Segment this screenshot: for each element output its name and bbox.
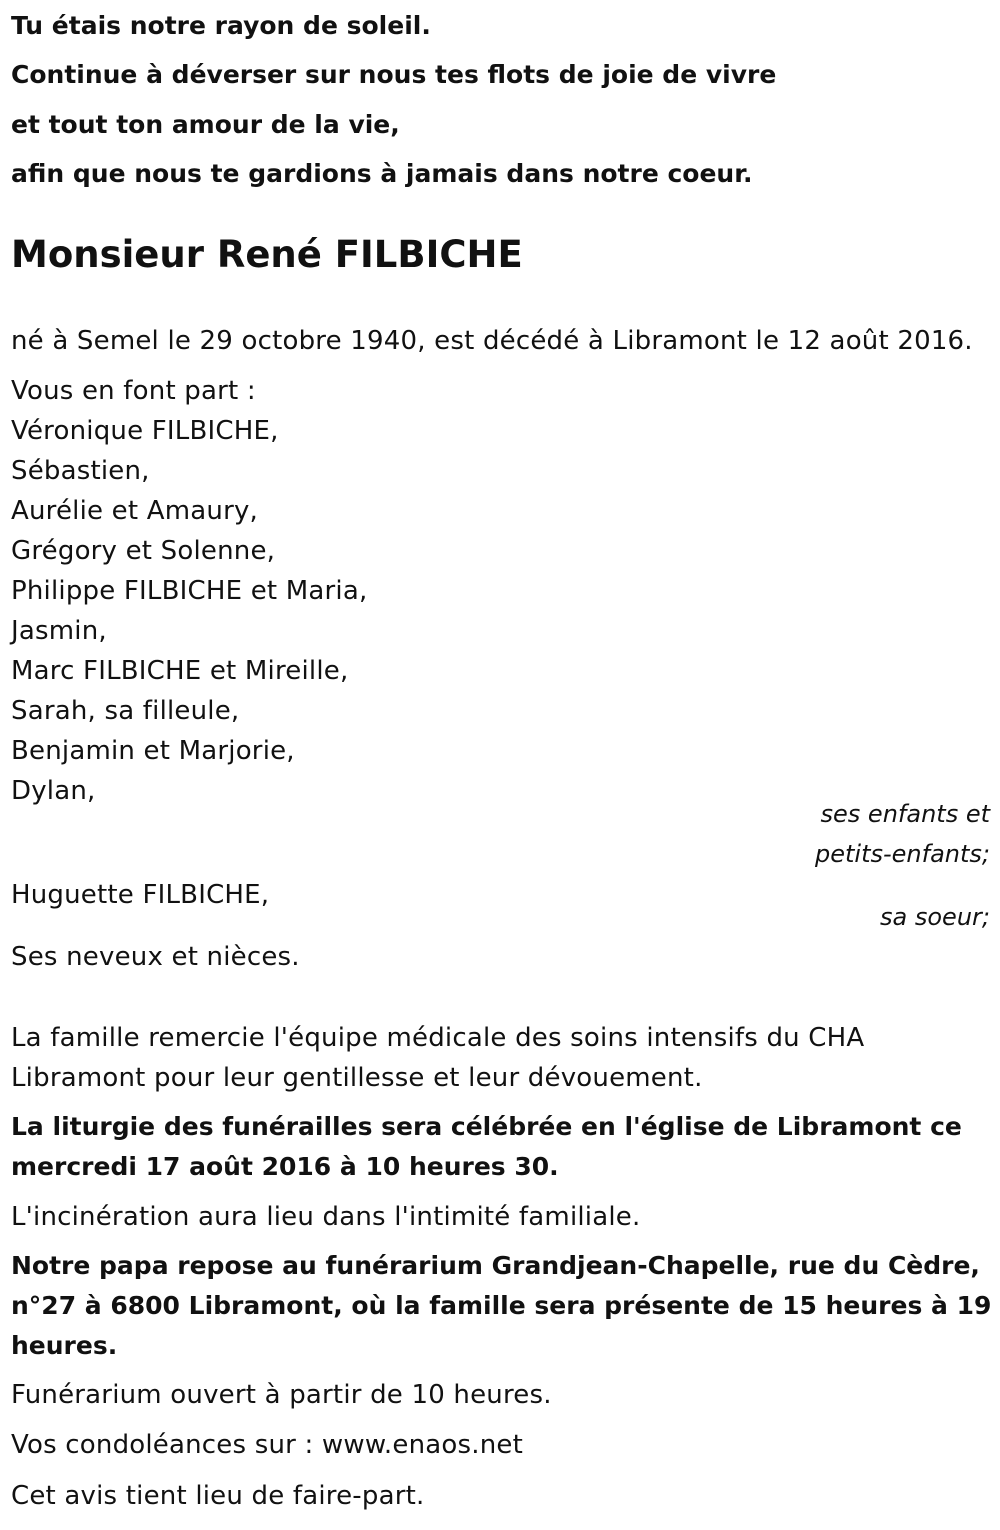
family-member: Sarah, sa filleule, — [11, 696, 240, 726]
epitaph-line: afin que nous te gardions à jamais dans notre coeur. — [11, 159, 753, 188]
funeral-home-line: n°27 à 6800 Libramont, où la famille sera présente de 15 heures à 19 — [11, 1291, 992, 1320]
family-member: Jasmin, — [11, 616, 107, 646]
epitaph-line: Tu étais notre rayon de soleil. — [11, 11, 431, 40]
relation-label: sa soeur; — [880, 903, 990, 931]
family-member: Grégory et Solenne, — [11, 536, 276, 566]
closing-line: Cet avis tient lieu de faire-part. — [11, 1481, 425, 1511]
thanks-line: Libramont pour leur gentillesse et leur dévouement. — [11, 1063, 703, 1093]
family-member: Aurélie et Amaury, — [11, 496, 259, 526]
liturgy-line: La liturgie des funérailles sera célébrée en l'église de Libramont ce — [11, 1112, 962, 1141]
funeral-home-line: Notre papa repose au funérarium Grandjean-Chapelle, rue du Cèdre, — [11, 1251, 980, 1280]
funeral-home-line: heures. — [11, 1331, 118, 1360]
condolences-line: Vos condoléances sur : www.enaos.net — [11, 1430, 523, 1460]
family-member: Philippe FILBICHE et Maria, — [11, 576, 368, 606]
birth-death-line: né à Semel le 29 octobre 1940, est décédé à Libramont le 12 août 2016. — [11, 326, 973, 356]
nephews-line: Ses neveux et nièces. — [11, 942, 300, 972]
family-member: Marc FILBICHE et Mireille, — [11, 656, 349, 686]
relation-label: ses enfants et — [820, 800, 990, 828]
thanks-line: La famille remercie l'équipe médicale des soins intensifs du CHA — [11, 1023, 865, 1053]
family-member-sister: Huguette FILBICHE, — [11, 880, 270, 910]
family-member: Benjamin et Marjorie, — [11, 736, 295, 766]
liturgy-line: mercredi 17 août 2016 à 10 heures 30. — [11, 1152, 559, 1181]
deceased-name: Monsieur René FILBICHE — [11, 233, 523, 276]
epitaph-line: Continue à déverser sur nous tes flots de joie de vivre — [11, 60, 777, 89]
family-member: Véronique FILBICHE, — [11, 416, 279, 446]
relation-label: petits-enfants; — [815, 840, 990, 868]
announcement-intro: Vous en font part : — [11, 376, 256, 406]
family-member: Dylan, — [11, 776, 96, 806]
opening-hours-line: Funérarium ouvert à partir de 10 heures. — [11, 1380, 552, 1410]
family-member: Sébastien, — [11, 456, 150, 486]
cremation-line: L'incinération aura lieu dans l'intimité familiale. — [11, 1202, 641, 1232]
epitaph-line: et tout ton amour de la vie, — [11, 110, 400, 139]
